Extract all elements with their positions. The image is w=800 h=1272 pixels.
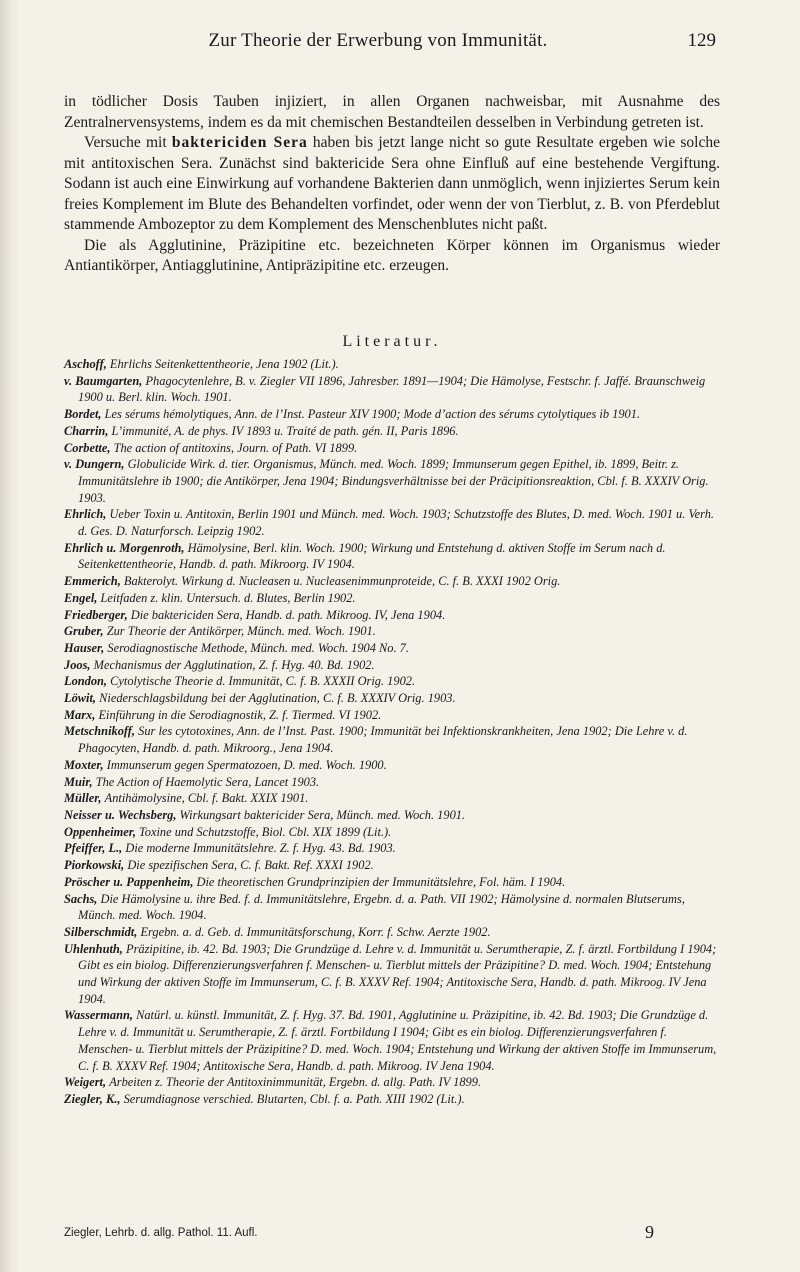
reference-work: Serodiagnostische Methode, Münch. med. Woch. 1904 No. 7. xyxy=(107,640,409,655)
reference-work: Mechanismus der Agglutination, Z. f. Hyg. 40. Bd. 1902. xyxy=(93,657,375,672)
paragraph-2-rest: haben bis jetzt lange nicht so gute Resultate ergeben wie solche mit antitoxischen Sera. Zunächst sind baktericide Sera ohne Einfluß auf eine bestehende Vergiftung. Sodann ist auch eine Einwirkung auf vorhandene Bakterien dann unmöglich, wenn injiziertes Serum kein freies Komplement im Blute des Behandelten vorfindet, oder wenn der von Tierblut, z. B. von Pferdeblut stammende Ambozeptor zu dem Komplement des Menschenblutes nicht paßt. xyxy=(64,134,720,233)
reference-work: Präzipitine, ib. 42. Bd. 1903; Die Grundzüge d. Lehre v. d. Immunität u. Serumtherapie, Z. f. ärztl. Fortbildung I 1904; Gibt es ein biolog. Differenzierungsverfahren f. Menschen- u. Tierblut mittels der Präzipitine? D. med. Woch. 1904; Entstehung und Wirkung der aktiven Stoffe im Immunserum, C. f. B. XXXV Ref. 1904; Antitoxische Sera, Handb. d. path. Mikroog. IV Jena 1904. xyxy=(78,941,717,1006)
reference-author: Bordet, xyxy=(64,407,102,422)
reference-entry xyxy=(64,456,724,506)
reference-work: Wirkungsart baktericider Sera, Münch. med. Woch. 1901. xyxy=(179,807,466,822)
literature-heading: Literatur. xyxy=(342,333,442,350)
reference-work: Ehrlichs Seitenkettentheorie, Jena 1902 (Lit.). xyxy=(109,357,339,371)
reference-entry xyxy=(64,607,724,624)
reference-author: Ziegler, K., xyxy=(64,1091,121,1106)
reference-entry xyxy=(64,840,724,857)
reference-work: Leitfaden z. klin. Untersuch. d. Blutes, Berlin 1902. xyxy=(100,590,356,605)
reference-work: Les sérums hémolytiques, Ann. de l’Inst. Pasteur XIV 1900; Mode d’action des sérums cytolytiques ib 1901. xyxy=(104,407,640,422)
reference-work: Die spezifischen Sera, C. f. Bakt. Ref. XXXI 1902. xyxy=(127,858,374,873)
reference-entry xyxy=(64,673,724,690)
page-number: 129 xyxy=(687,30,716,51)
reference-work: Bakterolyt. Wirkung d. Nucleasen u. Nucleasenimmunproteide, C. f. B. XXXI 1902 Orig. xyxy=(123,574,561,589)
body-text xyxy=(64,92,720,277)
reference-work: Die theoretischen Grundprinzipien der Immunitätslehre, Fol. häm. I 1904. xyxy=(196,874,566,889)
reference-author: Aschoff, xyxy=(64,357,107,371)
reference-entry xyxy=(64,874,724,891)
reference-author: Löwit, xyxy=(64,691,97,706)
reference-author: Oppenheimer, xyxy=(64,824,136,839)
reference-author: Hauser, xyxy=(64,640,105,655)
reference-entry xyxy=(64,707,724,724)
reference-author: v. Dungern, xyxy=(64,457,125,472)
reference-entry xyxy=(64,573,724,590)
reference-entry xyxy=(64,1074,724,1091)
reference-work: Einführung in die Serodiagnostik, Z. f. Tiermed. VI 1902. xyxy=(98,707,382,722)
reference-work: Globulicide Wirk. d. tier. Organismus, Münch. med. Woch. 1899; Immunserum gegen Epithel, ib. 1899, Beitr. z. Immunitätslehre ib 1900; die Antikörper, Jena 1904; Bindungsverhältnisse bei der Präcipitionsreaktion, Cbl. f. B. XXXIV Orig. 1903. xyxy=(78,457,709,505)
reference-work: Sur les cytotoxines, Ann. de l’Inst. Past. 1900; Immunität bei Infektionskrankheiten, Jena 1902; Die Lehre v. d. Phagocyten, Handb. d. path. Mikroorg., Jena 1904. xyxy=(78,724,688,756)
reference-author: v. Baumgarten, xyxy=(64,373,143,388)
reference-author: Gruber, xyxy=(64,624,104,639)
reference-work: Zur Theorie der Antikörper, Münch. med. Woch. 1901. xyxy=(106,624,376,639)
reference-work: Die moderne Immunitätslehre. Z. f. Hyg. 43. Bd. 1903. xyxy=(125,841,396,856)
reference-author: London, xyxy=(64,674,108,689)
reference-work: The action of antitoxins, Journ. of Path. VI 1899. xyxy=(113,440,358,455)
reference-author: Engel, xyxy=(64,590,98,605)
reference-work: Die Hämolysine u. ihre Bed. f. d. Immunitätslehre, Ergebn. d. a. Path. VII 1902; Hämolysine d. normalen Blutserums, Münch. med. Woch. 1904. xyxy=(78,891,685,923)
reference-entry xyxy=(64,373,724,406)
reference-entry xyxy=(64,891,724,924)
reference-author: Müller, xyxy=(64,791,102,806)
reference-author: Friedberger, xyxy=(64,607,128,622)
reference-author: Pfeiffer, L., xyxy=(64,841,123,856)
reference-entry xyxy=(64,423,724,440)
reference-work: Cytolytische Theorie d. Immunität, C. f. B. XXXII Orig. 1902. xyxy=(110,674,416,689)
reference-work: Die baktericiden Sera, Handb. d. path. Mikroog. IV, Jena 1904. xyxy=(130,607,446,622)
paragraph-2 xyxy=(64,133,720,236)
reference-work: Ergebn. a. d. Geb. d. Immunitätsforschung, Korr. f. Schw. Aerzte 1902. xyxy=(140,924,491,939)
reference-entry xyxy=(64,1091,724,1108)
reference-author: Neisser u. Wechsberg, xyxy=(64,807,177,822)
reference-entry xyxy=(64,356,724,373)
reference-author: Silberschmidt, xyxy=(64,924,138,939)
reference-entry xyxy=(64,506,724,539)
reference-author: Charrin, xyxy=(64,423,109,438)
paragraph-1: in tödlicher Dosis Tauben injiziert, in allen Organen nachweisbar, mit Ausnahme des Zentralnervensystems, indem es da mit chemischen Bestandteilen desselben in Verbindung getreten ist. xyxy=(64,93,720,131)
reference-entry xyxy=(64,757,724,774)
reference-author: Moxter, xyxy=(64,757,104,772)
reference-entry xyxy=(64,723,724,756)
reference-author: Pröscher u. Pappenheim, xyxy=(64,874,194,889)
reference-entry xyxy=(64,790,724,807)
reference-author: Wassermann, xyxy=(64,1008,133,1023)
reference-entry xyxy=(64,857,724,874)
emphasis-baktericide-sera: baktericiden Sera xyxy=(171,134,308,151)
reference-entry xyxy=(64,590,724,607)
paragraph-3: Die als Agglutinine, Präzipitine etc. bezeichneten Körper können im Organismus wieder Antiantikörper, Antiagglutinine, Antipräzipitine etc. erzeugen. xyxy=(64,236,720,274)
reference-work: Toxine und Schutzstoffe, Biol. Cbl. XIX 1899 (Lit.). xyxy=(139,824,392,839)
running-title: Zur Theorie der Erwerbung von Immunität. xyxy=(208,30,548,51)
reference-list xyxy=(64,356,724,1108)
reference-author: Marx, xyxy=(64,707,96,722)
reference-work: The Action of Haemolytic Sera, Lancet 1903. xyxy=(95,774,320,789)
reference-work: Ueber Toxin u. Antitoxin, Berlin 1901 und Münch. med. Woch. 1903; Schutzstoffe des Blutes, D. med. Woch. 1901 u. Verh. d. Ges. D. Naturforsch. Leipzig 1902. xyxy=(78,507,715,539)
reference-entry xyxy=(64,941,724,1008)
reference-author: Corbette, xyxy=(64,440,111,455)
reference-entry xyxy=(64,807,724,824)
reference-author: Joos, xyxy=(64,657,91,672)
reference-work: Immunserum gegen Spermatozoen, D. med. Woch. 1900. xyxy=(106,757,387,772)
reference-entry xyxy=(64,440,724,457)
reference-entry xyxy=(64,924,724,941)
reference-author: Sachs, xyxy=(64,891,98,906)
reference-entry xyxy=(64,623,724,640)
reference-author: Piorkowski, xyxy=(64,858,125,873)
reference-entry xyxy=(64,1007,724,1074)
paragraph-2-start: Versuche mit xyxy=(84,134,167,151)
reference-author: Metschnikoff, xyxy=(64,724,136,739)
reference-work: Phagocytenlehre, B. v. Ziegler VII 1896, Jahresber. 1891—1904; Die Hämolyse, Festschr. f. Jaffé. Braunschweig 1900 u. Berl. klin. Woch. 1901. xyxy=(78,373,706,405)
reference-entry xyxy=(64,657,724,674)
reference-work: L’immunité, A. de phys. IV 1893 u. Traité de path. gén. II, Paris 1896. xyxy=(111,423,459,438)
reference-entry xyxy=(64,406,724,423)
reference-author: Emmerich, xyxy=(64,574,121,589)
reference-work: Serumdiagnose verschied. Blutarten, Cbl. f. a. Path. XIII 1902 (Lit.). xyxy=(123,1091,465,1106)
reference-author: Uhlenhuth, xyxy=(64,941,123,956)
signature-mark: 9 xyxy=(645,1222,654,1242)
reference-work: Arbeiten z. Theorie der Antitoxinimmunität, Ergebn. d. allg. Path. IV 1899. xyxy=(109,1075,482,1090)
reference-entry xyxy=(64,540,724,573)
reference-work: Antihämolysine, Cbl. f. Bakt. XXIX 1901. xyxy=(104,791,309,806)
reference-entry xyxy=(64,824,724,841)
reference-work: Hämolysine, Berl. klin. Woch. 1900; Wirkung und Entstehung d. aktiven Stoffe im Serum nach d. Seitenkettentheorie, Handb. d. path. Mikroorg. IV 1904. xyxy=(78,540,666,572)
reference-work: Natürl. u. künstl. Immunität, Z. f. Hyg. 37. Bd. 1901, Agglutinine u. Präzipitine, ib. 42. Bd. 1903; Die Grundzüge d. Lehre v. d. Immunität u. Serumtherapie, Z. f. ärztl. Fortbildung I 1904; Gibt es ein biolog. Differenzierungsverfahren f. Menschen- u. Tierblut mittels der Präzipitine? D. med. Woch. 1904; Entstehung und Wirkung der aktiven Stoffe im Immunserum, C. f. B. XXXV Ref. 1904; Antitoxische Sera, Handb. d. path. Mikroog. IV Jena 1904. xyxy=(78,1008,717,1073)
reference-author: Ehrlich, xyxy=(64,507,107,522)
reference-work: Niederschlagsbildung bei der Agglutination, C. f. B. XXXIV Orig. 1903. xyxy=(99,691,456,706)
reference-entry xyxy=(64,774,724,791)
reference-author: Ehrlich u. Morgenroth, xyxy=(64,540,185,555)
reference-entry xyxy=(64,640,724,657)
reference-entry xyxy=(64,690,724,707)
reference-author: Muir, xyxy=(64,774,93,789)
footer-note: Ziegler, Lehrb. d. allg. Pathol. 11. Aufl. xyxy=(64,1227,258,1239)
page-edge-shadow xyxy=(0,0,20,1272)
page-header xyxy=(100,30,716,58)
reference-author: Weigert, xyxy=(64,1075,107,1090)
page-footer xyxy=(64,1222,654,1246)
